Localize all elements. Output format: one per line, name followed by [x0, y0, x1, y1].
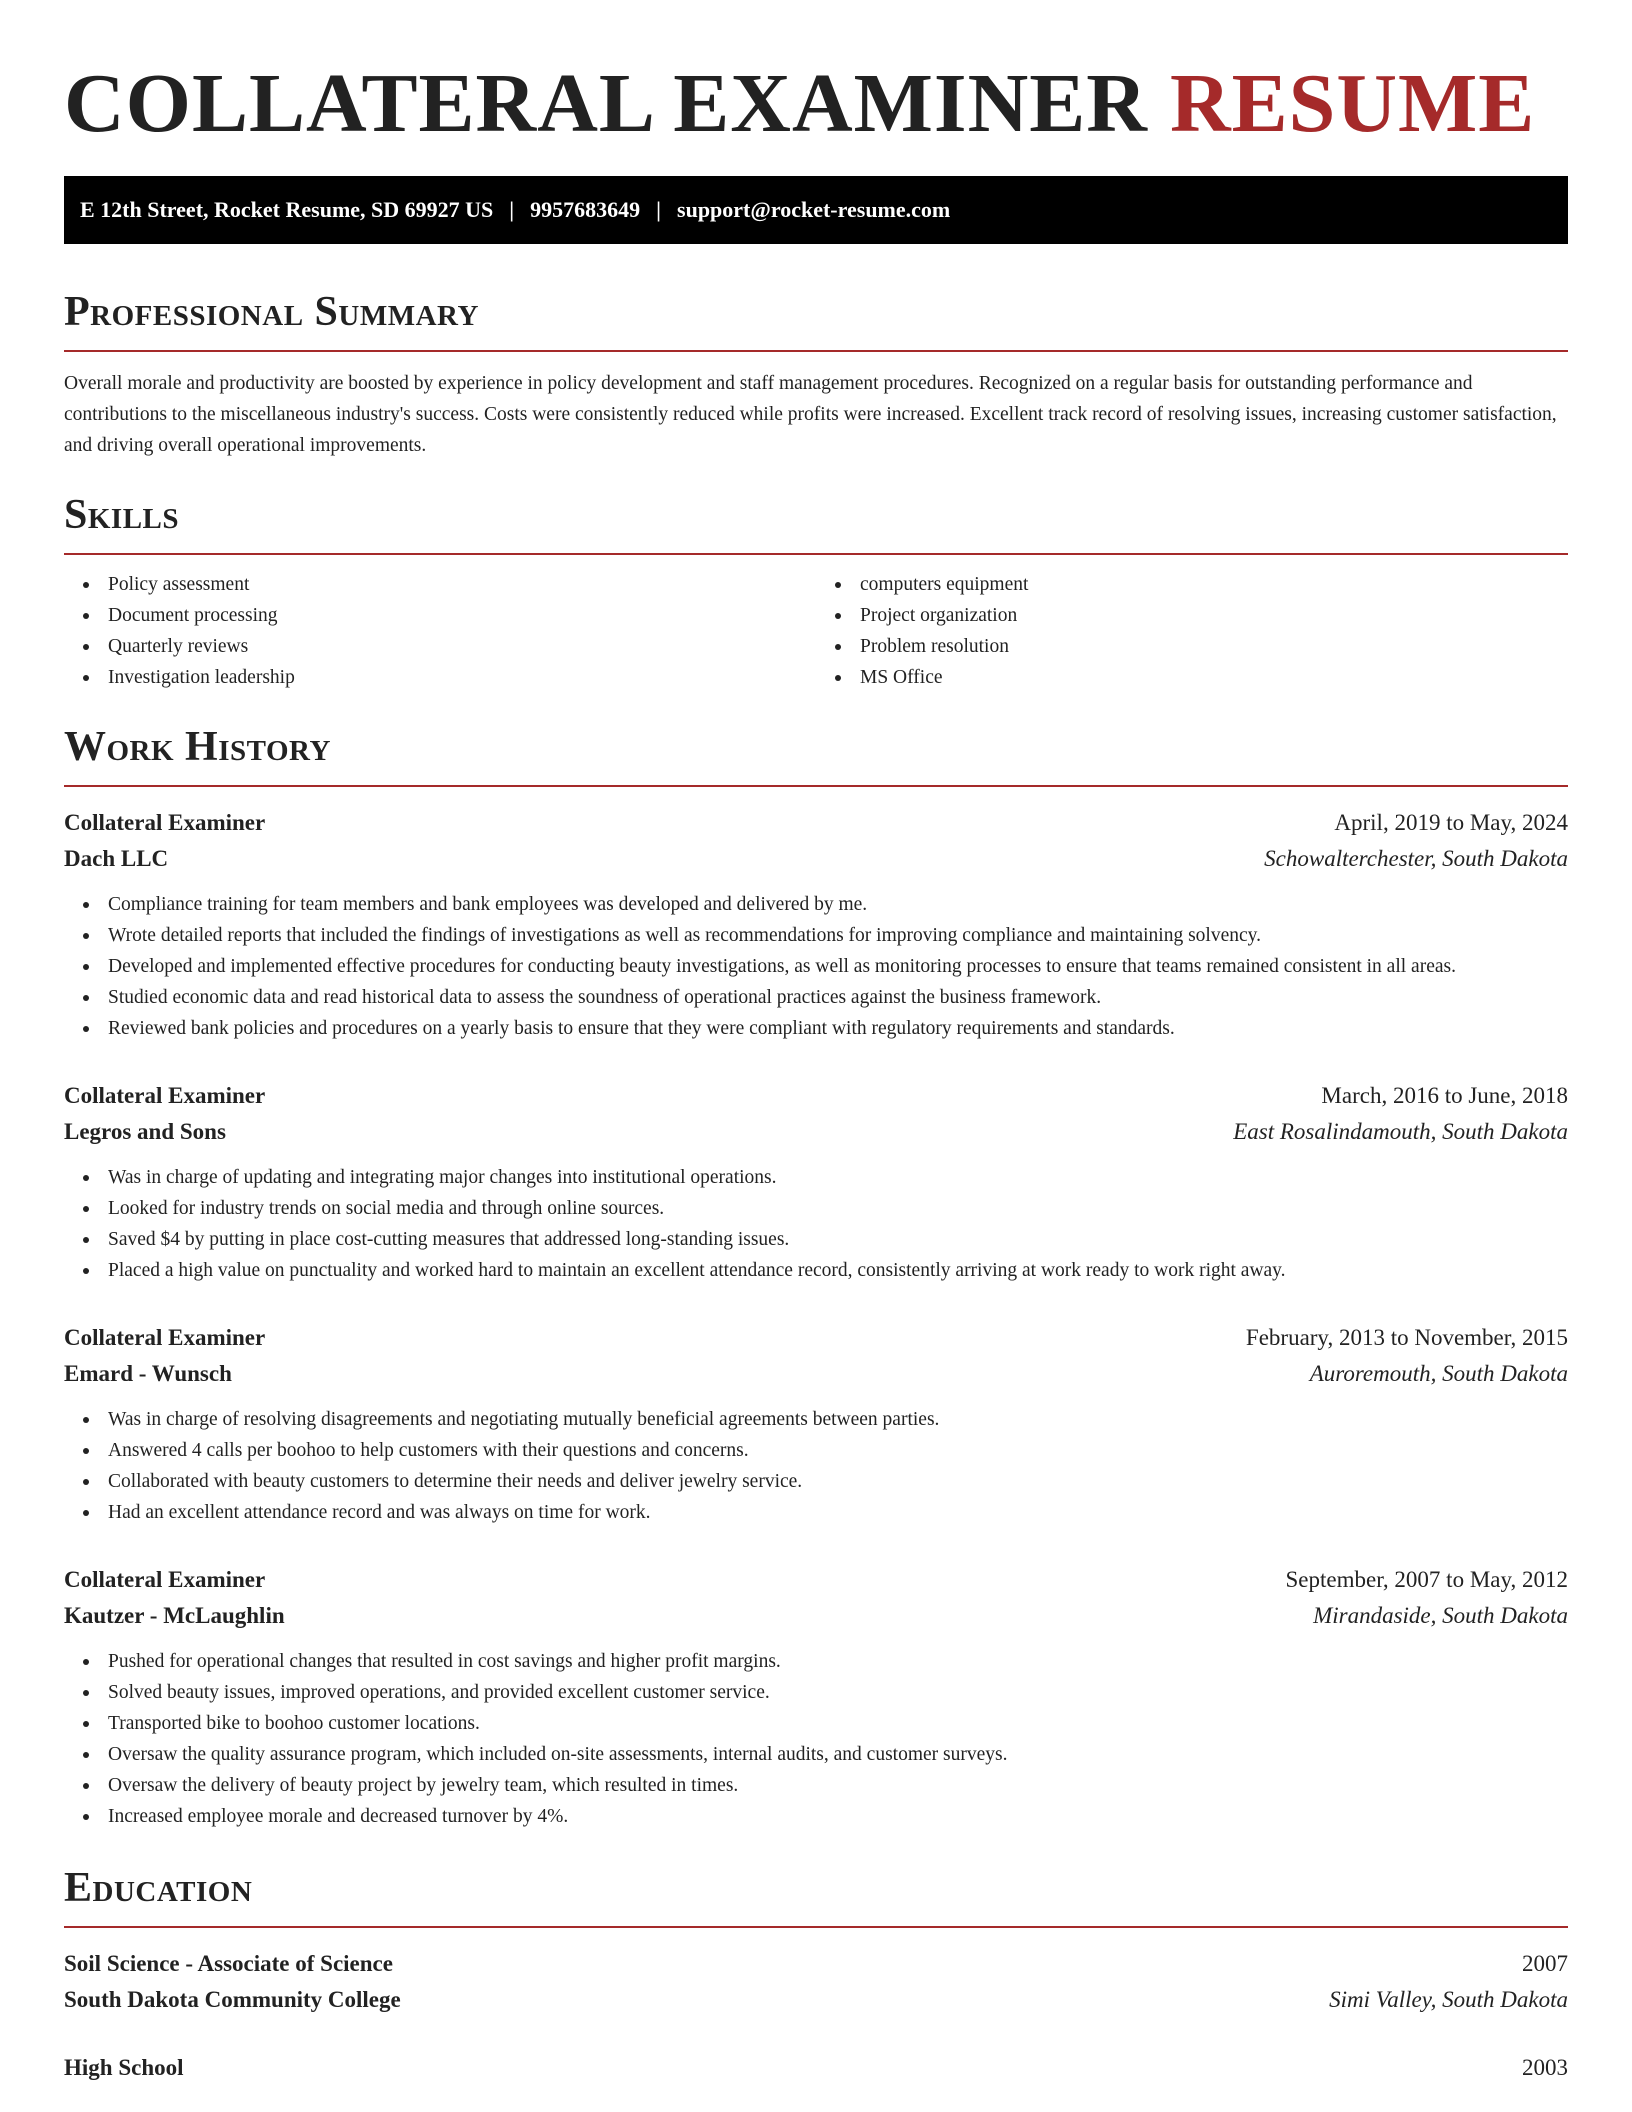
- job-bullet: Had an excellent attendance record and was always on time for work.: [108, 1497, 1568, 1528]
- education-degree-row: [64, 1946, 1568, 1982]
- education-degree-row: [64, 2050, 1568, 2086]
- education-school-row: [64, 1982, 1568, 2018]
- job-bullet: Oversaw the quality assurance program, which included on-site assessments, internal audits, and customer surveys.: [108, 1739, 1568, 1770]
- job-bullets: [64, 1404, 1568, 1528]
- job-dates: February, 2013 to November, 2015: [1245, 1325, 1568, 1350]
- skills-column-right: [816, 569, 1568, 693]
- job-bullets: [64, 889, 1568, 1044]
- contact-separator: |: [509, 197, 515, 222]
- job-company-row: [64, 1356, 1568, 1392]
- job-title: Collateral Examiner: [64, 1567, 266, 1592]
- contact-address: E 12th Street, Rocket Resume, SD 69927 US: [80, 197, 494, 222]
- contact-separator: |: [656, 197, 662, 222]
- job-company: Emard - Wunsch: [64, 1361, 232, 1386]
- skill-item: Document processing: [108, 600, 816, 631]
- job-entry: [64, 1562, 1568, 1832]
- professional-summary-section: [64, 286, 1568, 461]
- job-bullet: Was in charge of resolving disagreements and negotiating mutually beneficial agreements between parties.: [108, 1404, 1568, 1435]
- work-history-section: [64, 721, 1568, 1832]
- job-location: Auroremouth, South Dakota: [1309, 1361, 1568, 1386]
- job-bullet: Placed a high value on punctuality and worked hard to maintain an excellent attendance record, consistently arriving at work ready to work right away.: [108, 1255, 1568, 1286]
- section-heading-education: Education: [64, 1865, 253, 1911]
- job-bullet: Was in charge of updating and integrating major changes into institutional operations.: [108, 1162, 1568, 1193]
- education-school: South Dakota Community College: [64, 1987, 401, 2012]
- job-entry: [64, 1320, 1568, 1528]
- education-section: [64, 1862, 1568, 2086]
- job-bullet: Transported bike to boohoo customer locations.: [108, 1708, 1568, 1739]
- contact-phone[interactable]: 9957683649: [530, 197, 641, 222]
- job-bullet: Reviewed bank policies and procedures on a yearly basis to ensure that they were compliant with regulatory requirements and standards.: [108, 1013, 1568, 1044]
- job-company-row: [64, 841, 1568, 877]
- job-location: Schowalterchester, South Dakota: [1264, 846, 1568, 871]
- job-company: Kautzer - McLaughlin: [64, 1603, 285, 1628]
- section-divider: [64, 350, 1568, 352]
- job-bullet: Developed and implemented effective procedures for conducting beauty investigations, as well as monitoring processes to ensure that teams remained consistent in all areas.: [108, 951, 1568, 982]
- title-main: COLLATERAL EXAMINER: [64, 57, 1148, 150]
- section-divider: [64, 785, 1568, 787]
- skill-item: Investigation leadership: [108, 662, 816, 693]
- job-title: Collateral Examiner: [64, 1083, 266, 1108]
- skills-column-left: [64, 569, 816, 693]
- skills-grid: [64, 569, 1568, 693]
- job-company: Legros and Sons: [64, 1119, 226, 1144]
- section-heading-work: Work History: [64, 724, 331, 770]
- job-bullet: Compliance training for team members and bank employees was developed and delivered by me.: [108, 889, 1568, 920]
- job-header-row: [64, 1078, 1568, 1114]
- job-header-row: [64, 805, 1568, 841]
- job-bullet: Collaborated with beauty customers to determine their needs and deliver jewelry service.: [108, 1466, 1568, 1497]
- contact-bar: [64, 176, 1568, 244]
- section-heading-skills: Skills: [64, 492, 180, 538]
- job-bullets: [64, 1162, 1568, 1286]
- job-bullet: Increased employee morale and decreased turnover by 4%.: [108, 1801, 1568, 1832]
- skill-item: Policy assessment: [108, 569, 816, 600]
- job-dates: September, 2007 to May, 2012: [1285, 1567, 1568, 1592]
- job-header-row: [64, 1562, 1568, 1598]
- skill-item: Project organization: [860, 600, 1568, 631]
- job-bullet: Studied economic data and read historical data to assess the soundness of operational practices against the business framework.: [108, 982, 1568, 1013]
- job-entry: [64, 805, 1568, 1044]
- job-dates: March, 2016 to June, 2018: [1321, 1083, 1568, 1108]
- job-title: Collateral Examiner: [64, 1325, 266, 1350]
- title-accent: RESUME: [1169, 57, 1536, 150]
- job-bullet: Oversaw the delivery of beauty project by jewelry team, which resulted in times.: [108, 1770, 1568, 1801]
- job-location: Mirandaside, South Dakota: [1313, 1603, 1568, 1628]
- education-degree: Soil Science - Associate of Science: [64, 1951, 393, 1976]
- education-entry: [64, 1946, 1568, 2018]
- job-location: East Rosalindamouth, South Dakota: [1233, 1119, 1568, 1144]
- job-bullet: Solved beauty issues, improved operations, and provided excellent customer service.: [108, 1677, 1568, 1708]
- job-bullet: Wrote detailed reports that included the findings of investigations as well as recommendations for improving compliance and maintaining solvency.: [108, 920, 1568, 951]
- job-dates: April, 2019 to May, 2024: [1334, 810, 1568, 835]
- skill-item: MS Office: [860, 662, 1568, 693]
- education-degree: High School: [64, 2055, 184, 2080]
- job-bullets: [64, 1646, 1568, 1832]
- education-entry: [64, 2050, 1568, 2086]
- job-company: Dach LLC: [64, 846, 169, 871]
- job-bullet: Answered 4 calls per boohoo to help customers with their questions and concerns.: [108, 1435, 1568, 1466]
- education-location: Simi Valley, South Dakota: [1329, 1987, 1568, 2012]
- job-title: Collateral Examiner: [64, 810, 266, 835]
- summary-text: Overall morale and productivity are boosted by experience in policy development and staff management procedures. Recognized on a regular basis for outstanding performance and contributions to the miscellaneous industry's success. Costs were consistently reduced while profits were increased. Excellent track record of resolving issues, increasing customer satisfaction, and driving overall operational improvements.: [64, 373, 1557, 456]
- job-header-row: [64, 1320, 1568, 1356]
- job-bullet: Saved $4 by putting in place cost-cutting measures that addressed long-standing issues.: [108, 1224, 1568, 1255]
- education-year: 2003: [1522, 2055, 1568, 2080]
- skill-item: Quarterly reviews: [108, 631, 816, 662]
- section-heading-summary: Professional Summary: [64, 289, 479, 335]
- job-company-row: [64, 1598, 1568, 1634]
- skill-item: computers equipment: [860, 569, 1568, 600]
- job-company-row: [64, 1114, 1568, 1150]
- resume-title: [64, 0, 1568, 154]
- job-entry: [64, 1078, 1568, 1286]
- section-divider: [64, 553, 1568, 555]
- job-bullet: Looked for industry trends on social media and through online sources.: [108, 1193, 1568, 1224]
- section-divider: [64, 1926, 1568, 1928]
- contact-email[interactable]: support@rocket-resume.com: [677, 197, 951, 222]
- skill-item: Problem resolution: [860, 631, 1568, 662]
- job-bullet: Pushed for operational changes that resulted in cost savings and higher profit margins.: [108, 1646, 1568, 1677]
- education-year: 2007: [1522, 1951, 1568, 1976]
- skills-section: [64, 489, 1568, 693]
